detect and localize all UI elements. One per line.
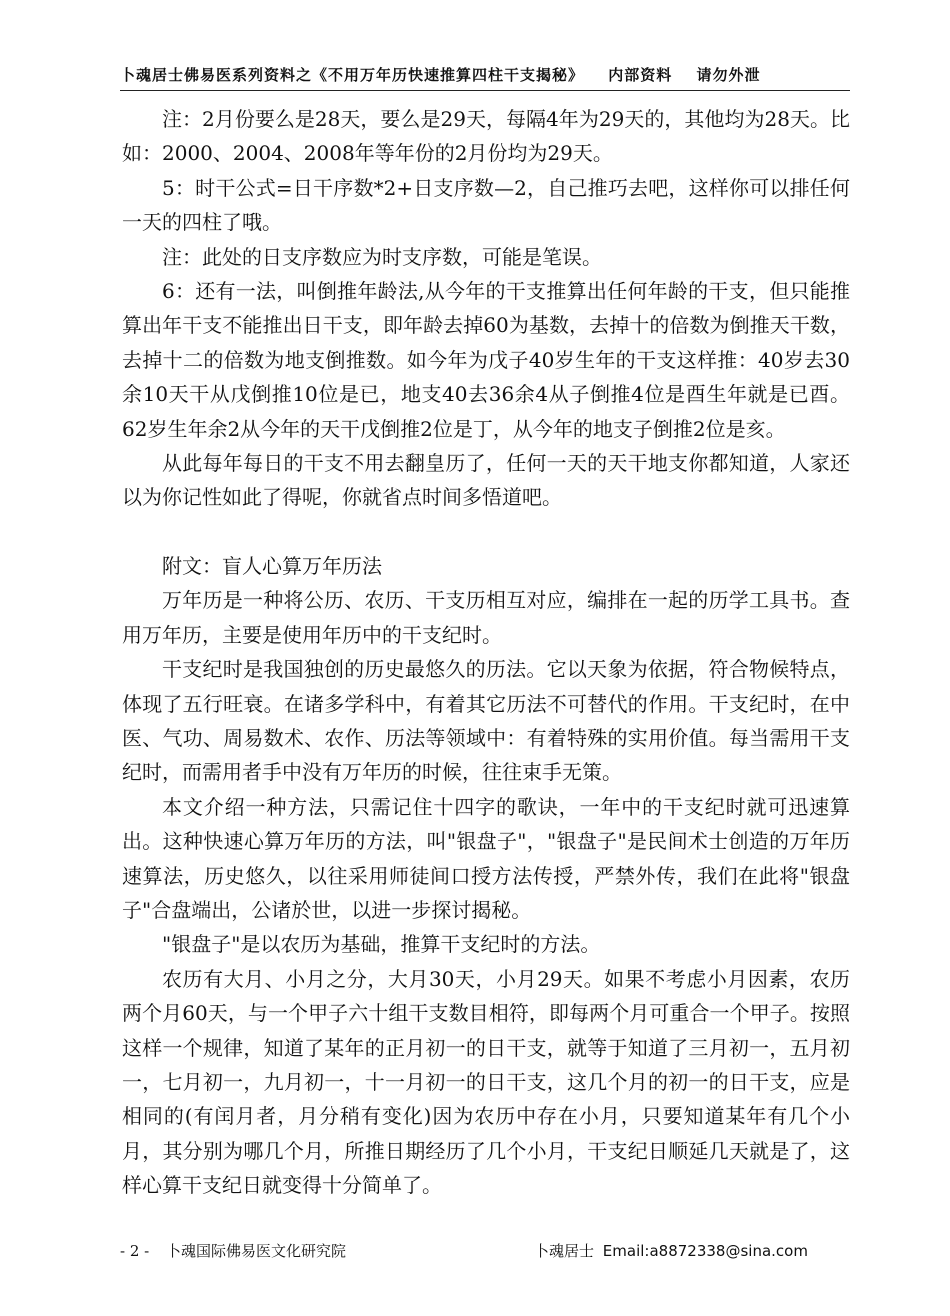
paragraph: 万年历是一种将公历、农历、干支历相互对应，编排在一起的历学工具书。查用万年历，主要是使用年历中的干支纪时。 [122, 588, 850, 647]
page-header [120, 64, 850, 85]
paragraph: 6：还有一法，叫倒推年龄法,从今年的干支推算出任何年龄的干支，但只能推算出年干支不能推出日干支，即年龄去掉60为基数，去掉十的倍数为倒推天干数，去掉十二的倍数为地支倒推数。如今年为戊子40岁生年的干支这样推：40岁去30余10天干从戊倒推10位是已，地支40去36余4从子倒推4位是酉生年就是已酉。62岁生年余2从今年的天干戊倒推2位是丁，从今年的地支子倒推2位是亥。 [122, 279, 850, 441]
paragraph: 注：此处的日支序数应为时支序数，可能是笔误。 [162, 244, 602, 269]
paragraph: 农历有大月、小月之分，大月30天，小月29天。如果不考虑小月因素，农历两个月60天，与一个甲子六十组干支数目相符，即每两个月可重合一个甲子。按照这样一个规律，知道了某年的正月初一的日干支，就等于知道了三月初一，五月初一，七月初一，九月初一，十一月初一的日干支，这几个月的初一的日干支，应是相同的(有闰月者，月分稍有变化)因为农历中存在小月，只要知道某年有几个小月，其分别为哪几个月，所推日期经历了几个小月，干支纪日顺延几天就是了，这样心算干支纪日就变得十分简单了。 [122, 966, 850, 1198]
main-content [122, 102, 850, 1203]
paragraph: 本文介绍一种方法，只需记住十四字的歌诀，一年中的干支纪时就可迅速算出。这种快速心算万年历的方法，叫"银盘子"，"银盘子"是民间术士创造的万年历速算法，历史悠久，以往采用师徒间口授方法传授，严禁外传，我们在此将"银盘子"合盘端出，公诸於世，以进一步探讨揭秘。 [122, 794, 850, 922]
paragraph: 注：2月份要么是28天，要么是29天，每隔4年为29天的，其他均为28天。比如：2000、2004、2008年等年份的2月份均为29天。 [122, 107, 850, 166]
footer-left [120, 1240, 346, 1261]
paragraph: 干支纪时是我国独创的历史最悠久的历法。它以天象为依据，符合物候特点，体现了五行旺衰。在诸多学科中，有着其它历法不可替代的作用。干支纪时，在中医、气功、周易数术、农作、历法等领域中：有着特殊的实用价值。每当需用干支纪时，而需用者手中没有万年历的时候，往往束手无策。 [122, 657, 850, 785]
paragraph: "银盘子"是以农历为基础，推算干支纪时的方法。 [162, 932, 601, 957]
header-tag-confidential: 请勿外泄 [696, 66, 761, 84]
section-spacer [122, 515, 850, 549]
footer-right [534, 1240, 808, 1261]
page-number: - 2 - [120, 1242, 150, 1260]
footer-institute: 卜魂国际佛易医文化研究院 [166, 1242, 347, 1260]
appendix-title: 附文：盲人心算万年历法 [162, 553, 382, 578]
paragraph: 5：时干公式=日干序数*2+日支序数—2，自己推巧去吧，这样你可以排任何一天的四柱了哦。 [122, 175, 850, 235]
header-title: 卜魂居士佛易医系列资料之《不用万年历快速推算四柱干支揭秘》 [120, 66, 585, 84]
footer-author: 卜魂居士 [534, 1242, 595, 1260]
header-tag-internal: 内部资料 [608, 66, 673, 84]
footer-email: Email:a8872338@sina.com [602, 1242, 808, 1260]
header-divider [120, 90, 850, 91]
paragraph: 从此每年每日的干支不用去翻皇历了，任何一天的天干地支你都知道，人家还以为你记性如此了得呢，你就省点时间多悟道吧。 [122, 451, 850, 510]
